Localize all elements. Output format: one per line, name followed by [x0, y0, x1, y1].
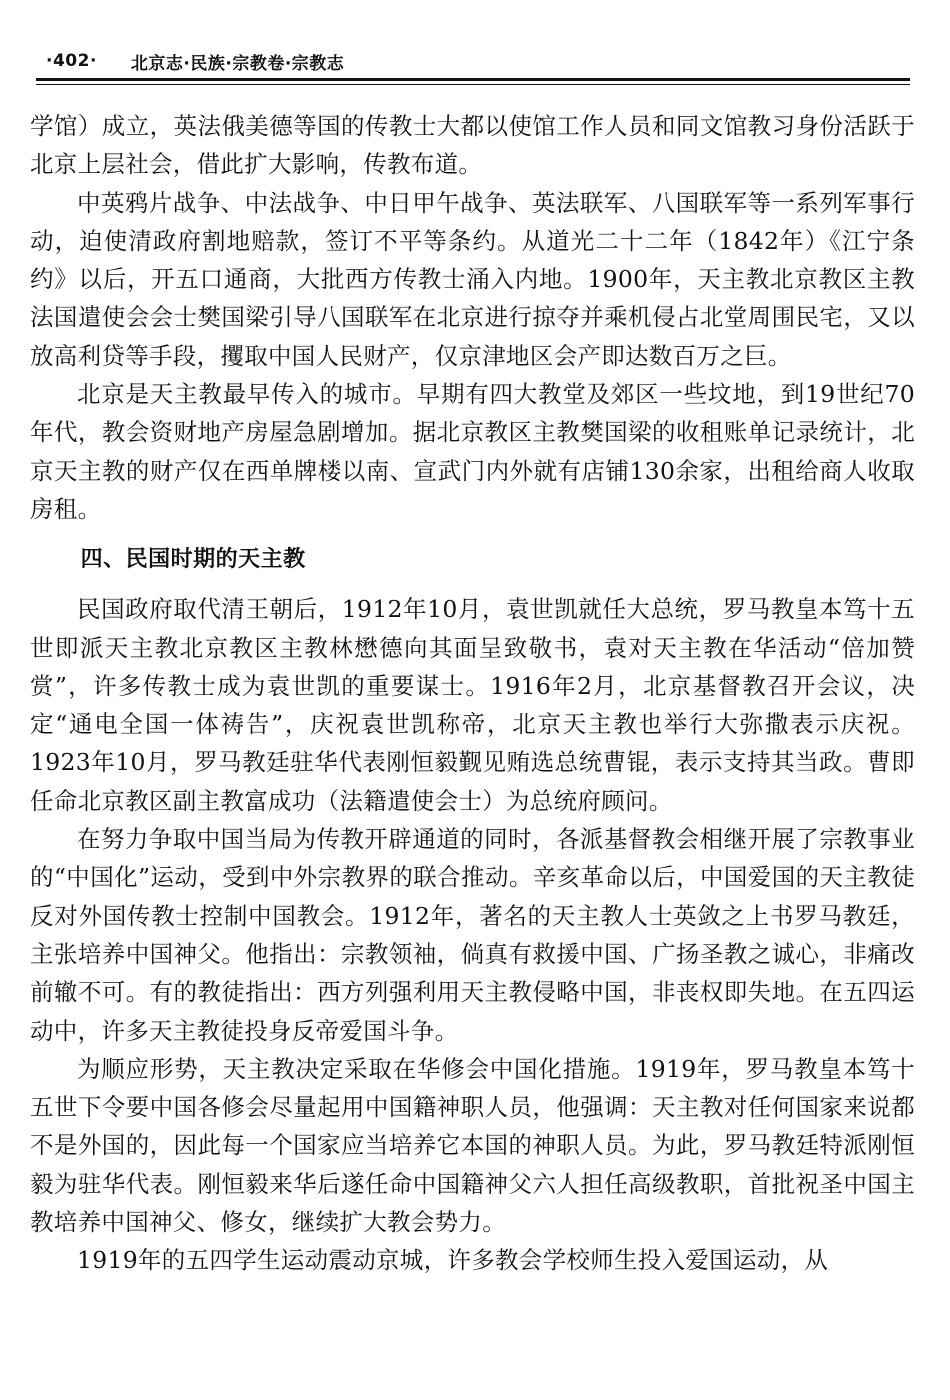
- paragraph-2: 中英鸦片战争、中法战争、中日甲午战争、英法联军、八国联军等一系列军事行动，迫使清政府割地赔款，签订不平等条约。从道光二十二年（1842年）《江宁条约》以后，开五口通商，大批西方传教士涌入内地。1900年，天主教北京教区主教法国遣使会会士樊国梁引导八国联军在北京进行掠夺并乘机侵占北堂周围民宅，又以放高利贷等手段，攫取中国人民财产，仅京津地区会产即达数百万之巨。: [30, 188, 915, 370]
- page-number: ·402·: [46, 51, 97, 71]
- paragraph-3: 北京是天主教最早传入的城市。早期有四大教堂及郊区一些坟地，到19世纪70年代，教会资财地产房屋急剧增加。据北京教区主教樊国梁的收租账单记录统计，北京天主教的财产仅在西单牌楼以南、宣武门内外就有店铺130余家，出租给商人收取房租。: [30, 380, 915, 523]
- body-text: [30, 107, 915, 1280]
- paragraph-1: 学馆）成立，英法俄美德等国的传教士大都以使馆工作人员和同文馆教习身份活跃于北京上层社会，借此扩大影响，传教布道。: [30, 112, 915, 179]
- section-heading: 四、民国时期的天主教: [80, 547, 306, 573]
- paragraph-6: 为顺应形势，天主教决定采取在华修会中国化措施。1919年，罗马教皇本笃十五世下令要中国各修会尽量起用中国籍神职人员，他强调：天主教对任何国家来说都不是外国的，因此每一个国家应当培养它本国的神职人员。为此，罗马教廷特派刚恒毅为驻华代表。刚恒毅来华后遂任命中国籍神父六人担任高级教职，首批祝圣中国主教培养中国神父、修女，继续扩大教会势力。: [30, 1054, 915, 1237]
- header-rule-thick: [36, 78, 910, 81]
- running-title: 北京志·民族·宗教卷·宗教志: [130, 53, 345, 74]
- paragraph-5: 在努力争取中国当局为传教开辟通道的同时，各派基督教会相继开展了宗教事业的“中国化”运动，受到中外宗教界的联合推动。辛亥革命以后，中国爱国的天主教徒反对外国传教士控制中国教会。1912年，著名的天主教人士英敛之上书罗马教廷，主张培养中国神父。他指出：宗教领袖，倘真有救援中国、广扬圣教之诚心，非痛改前辙不可。有的教徒指出：西方列强利用天主教侵略中国，非丧权即失地。在五四运动中，许多天主教徒投身反帝爱国斗争。: [30, 825, 915, 1045]
- paragraph-7: 1919年的五四学生运动震动京城，许多教会学校师生投入爱国运动，从: [77, 1246, 829, 1275]
- running-head: [36, 46, 910, 76]
- paragraph-4: 民国政府取代清王朝后，1912年10月，袁世凯就任大总统，罗马教皇本笃十五世即派天主教北京教区主教林懋德向其面呈致敬书，袁对天主教在华活动“倍加赞赏”，许多传教士成为袁世凯的重要谋士。1916年2月，北京基督教召开会议，决定“通电全国一体祷告”，庆祝袁世凯称帝，北京天主教也举行大弥撒表示庆祝。1923年10月，罗马教廷驻华代表刚恒毅觐见贿选总统曹锟，表示支持其当政。曹即任命北京教区副主教富成功（法籍遣使会士）为总统府顾问。: [30, 595, 915, 815]
- header-rule-thin: [36, 84, 910, 85]
